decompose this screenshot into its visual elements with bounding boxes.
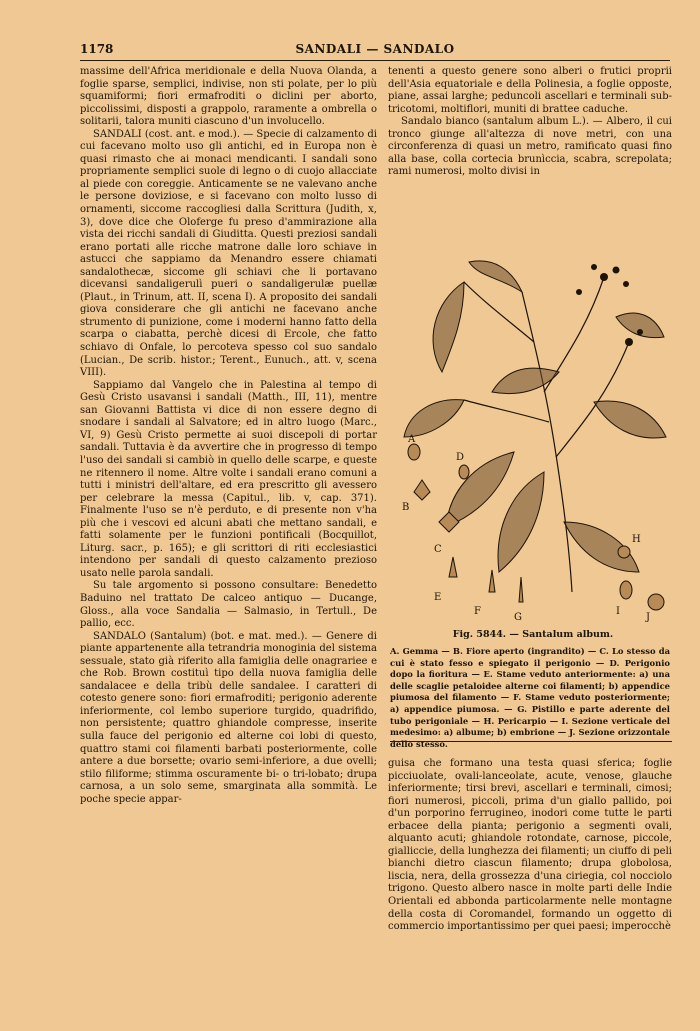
leaf (446, 452, 514, 527)
right-column-bottom (388, 758, 672, 934)
paragraph: tenenti a questo genere sono alberi o frutici proprii dell'Asia equatoriale e della Polinesia, a foglie opposte, piane, assai larghe; peduncoli ascellari e terminali sub-tricotomi, moltiflori, muniti di brattee caduche. (388, 66, 672, 115)
branch (464, 282, 534, 342)
paragraph: Su tale argomento si possono consultare: Benedetto Baduino nel trattato De calceo antiquo — Ducange, Gloss., alla voce Sandalia — Salmasio, in Tertull., De pallio, ecc. (80, 580, 377, 630)
paragraph: guisa che formano una testa quasi sferica; foglie picciuolate, ovali-lanceolate, acute, venose, glauche inferiormente; tirsi brevi, ascellari e terminali, cimosi; fiori numerosi, piccoli, prima d'un giallo pallido, poi d'un porporino ferrugineo, inodori come tutte le parti erbacee della pianta; perigonio a segmenti ovali, alquanto acuti; ghiandole rotondate, carnose, piccole, gialliccie, della lunghezza dei filamenti; un ciuffo di peli bianchi dietro ciascun filamento; drupa globolosa, liscia, nera, della grossezza d'una ciriegia, col nocciolo trigono. Questo albero nasce in molte parti delle Indie Orientali ed abbonda particolarmente nelle montagne della costa di Coromandel, formando un oggetto di commercio importantissimo per quei paesi; imperocchè (388, 758, 672, 933)
section-horizontal-detail (648, 594, 664, 610)
pistil-detail (519, 577, 523, 602)
figure-letter-b: B (402, 502, 410, 513)
figure-letter-h: H (632, 534, 641, 545)
stamen-back-detail (489, 570, 495, 592)
running-title: SANDALI — SANDALO (295, 42, 455, 56)
botanical-illustration (394, 222, 672, 626)
paragraph: massime dell'Africa meridionale e della Nuova Olanda, a foglie sparse, semplici, indivise, non sti polate, per lo più squamiformi; fiori ermafroditi o diclini per aborto, piccolissimi, disposti a grappolo, raramente a ombrella o solitarii, talora muniti ciascuno d'un involucello. (80, 66, 377, 128)
branch (556, 342, 629, 457)
paragraph: Sandalo bianco (santalum album L.). — Albero, il cui tronco giunge all'altezza di nove metri, con una circonferenza di quasi un metro, ramificato quasi fino alla base, colla cortecia brunìccia, scabra, screpolata; rami numerosi, molto divisi in (388, 116, 672, 178)
branch (464, 400, 549, 422)
perigonium-detail (459, 465, 469, 479)
stamen-front-detail (449, 557, 457, 577)
figure-letter-e: E (434, 592, 442, 603)
paragraph: SANDALI (cost. ant. e mod.). — Specie di calzamento di cui facevano molto uso gli antichi, ed in Europa non è quasi rimasto che ai monaci mendicanti. I sandali sono propriamente semplici suole di legno o di cuojo allacciate al piede con coreggie. Anticamente se ne valevano anche le persone doviziose, e si facevano con molto lusso di ornamenti, siccome raccogliesi dalla Scrittura (Judith, x, 3), dove dice che Oloferge fu preso d'ammirazione alla vista dei ricchi sandali di Giuditta. Questi preziosi sandali erano portati alle ricche matrone dalle loro schiave in astucci che sappiamo da Menandro essere chiamati sandalothecæ, siccome gli schiavi che li portavano dicevansi sandaligerulì pueri o sandaligerulæ puellæ (Plaut., in Trinum, att. II, scena I). A proposito dei sandali giova considerare che gli antichi ne facevano anche strumento di punizione, come i moderni hanno fatto della scarpa o ciabatta, perchè dicesi di Ercole, che fatto schiavo di Onfale, lo percoteva spesso col suo sandalo (Lucian., De scrib. histor.; Terent., Eunuch., att. v, scena VIII). (80, 128, 377, 379)
figure-legend (390, 646, 670, 750)
flower (613, 267, 620, 274)
section-vertical-detail (620, 581, 632, 599)
flower (637, 329, 643, 335)
figure-letter-f: F (474, 606, 481, 617)
open-flower-detail (414, 480, 430, 500)
leaf (594, 401, 666, 438)
leaf (433, 282, 464, 372)
figure-caption: Fig. 5844. — Santalum album. (452, 629, 614, 640)
flower (625, 338, 633, 346)
leaf (404, 400, 464, 437)
figure-letter-c: C (434, 544, 442, 555)
figure-letter-j: J (646, 612, 651, 623)
paragraph: Sappiamo dal Vangelo che in Palestina al tempo di Gesù Cristo usavansi i sandali (Matth., III, 11), mentre san Giovanni Battista vi dice di non essere degno di snodare i sandali al Salvatore; ed in altro luogo (Marc., VI, 9) Gesù Cristo permette ai suoi discepoli di portar sandali. Tuttavia è da avvertire che in progresso di tempo l'uso dei sandali si cambiò in quello delle scarpe, e queste ne ritennero il nome. Altre volte i sandali erano comuni a tutti i ministri dell'altare, ed era prescritto gli avessero per celebrare la messa (Capitul., lib. v, cap. 371). Finalmente l'uso se n'è perduto, e di presente non v'ha più che i vescovi ed alcuni abati che mettano sandali, e fatti solamente per le funzioni pontificali (Bocquillot, Liturg. sacr., p. 165); e gli scrittori di riti ecclesiastici intendono per sandali di questo calzamento prezioso usato nelle parola sandali. (80, 379, 377, 579)
figure-letter-i: I (616, 606, 620, 617)
leaf (498, 472, 544, 572)
figure-letter-a: A (408, 434, 416, 445)
stem (522, 292, 572, 592)
divider (390, 741, 672, 742)
santalum-album-drawing (394, 222, 672, 626)
pericarp-detail (618, 546, 630, 558)
legend-text: A. Gemma — B. Fiore aperto (ingrandito) — C. Lo stesso da cui è stato fesso e spiegato il perigonio — D. Perigonio dopo la fioritura — E. Stame veduto anteriormente: a) una delle scaglie petaloidee alterne coi filamenti; b) appendice piumosa del filamento — F. Stame veduto posteriormente; a) appendice piumosa. — G. Pistillo e parte aderente del tubo perigoniale — H. Pericarpio — I. Sezione verticale del medesimo: a) albume; b) embrione — J. Sezione orizzontale dello stesso. (390, 646, 670, 749)
figure-letter-d: D (456, 452, 465, 463)
bud-detail (408, 444, 420, 460)
flower (623, 281, 629, 287)
page-header (80, 38, 670, 61)
flower (576, 289, 582, 295)
right-column-top (388, 66, 672, 179)
flower (600, 273, 608, 281)
page-number: 1178 (80, 42, 114, 56)
figure-letter-g: G (514, 612, 522, 623)
flower (591, 264, 597, 270)
left-column (80, 66, 377, 806)
paragraph: SANDALO (Santalum) (bot. e mat. med.). — Genere di piante appartenente alla tetrandria monoginia del sistema sessuale, stato già riferito alla famiglia delle onagrariee e che Rob. Brown costituì tipo della nuova famiglia delle sandalacee e della tribù delle sandalee. I caratteri di cotesto genere sono: fiori ermafroditi; perigonio aderente inferiormente, col lembo superiore turgido, quadrifido, non persistente; quattro ghiandole compresse, inserite sulla fauce del perigonio ed alterne coi lobi di questo, quattro stami coi filamenti barbati posteriormente, colle antere a due borsette; ovario semi-inferiore, a due ovelli; stilo filiforme; stimma oscuramente bi- o tri-lobato; drupa carnosa, a un solo seme, smarginata alla sommità. Le poche specie appar- (80, 630, 377, 805)
leaf (469, 261, 522, 292)
leaf (492, 368, 559, 393)
